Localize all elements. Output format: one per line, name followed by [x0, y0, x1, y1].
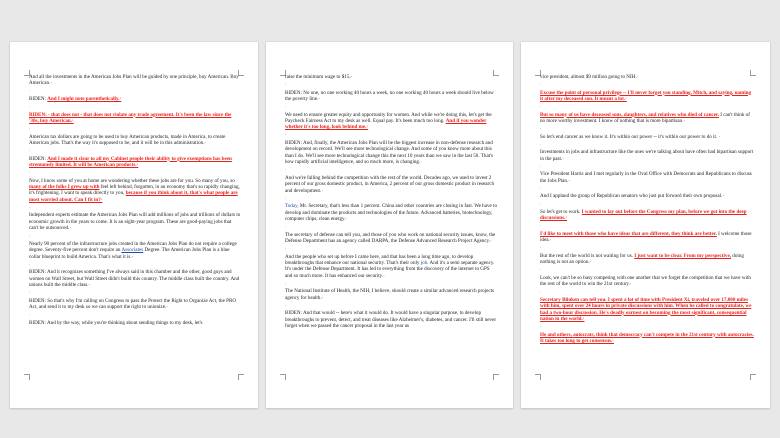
paragraph	[29, 74, 242, 87]
paragraph-mark: ·	[285, 167, 287, 173]
paragraph-mark: ·	[540, 324, 542, 329]
paragraph-mark: ·	[540, 163, 542, 169]
body-text: BIDEN:	[29, 155, 48, 162]
paragraph	[540, 193, 754, 199]
paragraph-mark: ·	[29, 88, 31, 94]
highlighted-quote: because if you think about it, that's what people are most worried about. Can I fit in?·	[29, 190, 238, 203]
highlighted-quote: And I might note parenthetically.·	[47, 96, 122, 102]
paragraph-mark: ·	[285, 195, 287, 201]
body-text: And we're falling behind the competition with the rest of the world. Decades ago, we used to invest 2 percent of our gross domestic product, in America, 2 percent of our gross domestic product in research and development.·	[285, 174, 495, 194]
paragraph-mark: ·	[540, 289, 542, 295]
paragraph	[29, 96, 242, 102]
highlighted-quote: I'd like to meet with those who have ideas that are different, they think are better.	[540, 230, 717, 237]
body-text: , Mr. Secretary, that's less than 1 percent. China and other countries are closing in fast. We have to develop and dominate the products and technologies of the future. Advanced batteries, biotechnology, computer chips, clean energy.·	[285, 203, 497, 223]
paragraph	[29, 320, 242, 326]
highlighted-quote: He and others, autocrats, think that democracy can't compete in the 21st century with autocracies. It takes too long to get consensus.·	[540, 331, 754, 344]
paragraph	[540, 112, 754, 125]
paragraph	[540, 253, 754, 266]
paragraph	[540, 90, 754, 103]
paragraph	[540, 134, 754, 140]
body-text: So let's end cancer as we know it. It's within our power -- it's within our power to do it. ·	[540, 133, 721, 140]
spellcheck-word: Associates	[121, 247, 144, 254]
body-text: BIDEN: And, finally, the American Jobs Plan will be the biggest increase in non-defense research and development on record. We'll see more technological change. And some of you know more about this than I do. We'll see more technological change this the next 10 years than we saw in the last 50. That's how rapidly artificial intelligence, and so much more, is changing.·	[285, 140, 494, 166]
highlighted-quote: And I made it clear to all my Cabinet people their ability to give exemptions has been strenuously limited. It will be American products.·	[29, 155, 232, 168]
paragraph-mark: ·	[285, 104, 287, 109]
paragraph-mark: ·	[540, 82, 542, 87]
body-text: I welcome those idea.·	[540, 230, 752, 244]
paragraph	[540, 209, 754, 222]
paragraph-mark: ·	[285, 132, 287, 138]
paragraph	[29, 178, 242, 204]
paragraph-mark: ·	[29, 170, 31, 175]
paragraph	[285, 140, 497, 166]
paragraph	[540, 149, 754, 162]
paragraph	[285, 203, 497, 222]
body-text: Look, we can't be so busy competing with one another that we forget the competition that we have with the rest of the world to win the 21st century.·	[540, 274, 751, 288]
body-text: . And it's a semi separate agency. It's under the Defense Department. It has led to everything from the discovery of the internet to GPS and so much more. It has enhanced our security.·	[285, 260, 495, 279]
paragraph-mark: ·	[285, 82, 287, 87]
paragraph	[285, 254, 497, 280]
paragraph	[540, 171, 754, 184]
paragraph	[540, 74, 754, 80]
body-text: And all the investments in the American Jobs Plan will be guided by one principle, buy American. Buy American.·	[29, 74, 239, 87]
body-text: BIDEN: And that would -- here's what it would do. It would have a singular purpose, to develop breakthroughs to prevent, detect, and treat diseases like Alzheimer's, diabetes, and cancer. I'll still never forget when we passed the cancer proposal in the last year as	[285, 310, 497, 330]
body-text: Degree. The American Jobs Plan is a blue collar blueprint to build America. That's what it is.·	[29, 247, 230, 260]
paragraph	[285, 112, 497, 131]
paragraph	[285, 288, 497, 301]
paragraph-mark: ·	[29, 126, 31, 131]
paragraph-mark: ·	[285, 280, 287, 286]
highlighted-quote: Secretary Blinken can tell you. I spent a lot of time with President Xi, traveled over 17,000 miles with him, spent over 24 hours in private discussions with him. When he called to congratulate, we had a two-hour discussion. He's deadly earnest on becoming the most significant, consequential nation in the world.·	[540, 296, 752, 322]
paragraph	[29, 134, 242, 147]
body-text: Now, I know some of you at home are wondering whether these jobs are for you. So many of you, so	[29, 177, 235, 184]
paragraph-mark: ·	[29, 312, 31, 318]
paragraph-mark: ·	[285, 246, 287, 252]
paragraph-mark: ·	[29, 104, 31, 109]
paragraph-mark: ·	[540, 267, 542, 273]
body-text: And I applaud the group of Republican senators who just put forward their own proposal.·	[540, 193, 725, 200]
body-text: Vice President Harris and I met regularly in the Oval Office with Democrats and Republicans to discuss the Jobs Plan.·	[540, 171, 752, 184]
document-page-2	[266, 42, 513, 408]
body-text: feel left behind, forgotten, in an economy that's so rapidly changing, it's frightening. I want to speak directly to you,	[29, 184, 240, 197]
page-text[interactable]	[285, 74, 497, 400]
body-text: Independent experts estimate the American Jobs Plan will add millions of jobs and trillions of dollars to economic growth in the years to come. It is an eight-year program. These are good-paying jobs that can't be outsourced.·	[29, 212, 241, 232]
paragraph	[29, 298, 242, 311]
highlighted-quote: Excuse the point of personal privilege -- I'll never forget you standing, Mitch, and saying, naming it after my deceased son. It meant a lot.·	[540, 89, 752, 102]
paragraph	[540, 275, 754, 288]
body-text: We need to ensure greater equity and opportunity for women. And while we're doing this, let's get the Paycheck Fairness Act to my desk as well. Equal pay. It's been much too long.	[285, 111, 492, 124]
paragraph	[29, 269, 242, 288]
paragraph-mark: ·	[540, 245, 542, 251]
blue-text: job	[420, 260, 428, 267]
body-text: Nearly 90 percent of the infrastructure jobs created in the American Jobs Plan do not require a college degree. Seventy-five percent don't require an	[29, 240, 237, 254]
highlighted-quote: BIDEN: - that does not - that does not violate any trade agreement. It's been the law since the '30s, buy American.·	[29, 111, 232, 124]
paragraph	[285, 175, 497, 194]
body-text: BIDEN: And it recognizes something I've always said in this chamber and the other, good guys and women on Wall Street, but Wall Street didn't build this country. The middle class built the country. And unions built the middle class.·	[29, 269, 240, 289]
paragraph-mark: ·	[540, 223, 542, 229]
body-text: BIDEN: No one, no one working 40 hours a week, no one working 40 hours a week should live below the poverty line.·	[285, 89, 494, 102]
body-text: American tax dollars are going to be used to buy American products, made in America, to create American jobs. That's the way it's supposed to be, and it will be in this administration.·	[29, 133, 226, 146]
paragraph-mark: ·	[540, 141, 542, 147]
body-text: BIDEN:	[29, 96, 48, 102]
document-page-3	[521, 42, 770, 408]
body-text: raise the minimum wage to $15.·	[285, 74, 353, 80]
paragraph-mark: ·	[540, 126, 542, 131]
paragraph-mark: ·	[540, 201, 542, 207]
paragraph-mark: ·	[29, 233, 31, 239]
paragraph-mark: ·	[29, 148, 31, 153]
body-text: The National Institute of Health, the NIH, I believe, should create a similar advanced research projects agency for health.·	[285, 288, 495, 301]
paragraph	[29, 156, 242, 169]
paragraph	[285, 310, 497, 329]
body-text: But the rest of the world is not waiting for us.	[540, 252, 635, 259]
paragraph-mark: ·	[285, 224, 287, 230]
highlighted-quote: But so many of us have deceased sons, daughters, and relatives who died of cancer.	[540, 111, 719, 118]
paragraph	[29, 241, 242, 260]
paragraph	[285, 90, 497, 103]
body-text: So let's get to work.	[540, 208, 582, 215]
document-page-1	[10, 42, 258, 408]
highlighted-quote: many of the folks I grew up with	[29, 184, 100, 190]
highlighted-quote: I just want to be clear. From my perspective,	[634, 252, 731, 259]
page-text[interactable]	[540, 74, 754, 400]
paragraph	[29, 212, 242, 231]
body-text: Investments in jobs and infrastructure like the ones we're talking about have often had bipartisan support in the past.·	[540, 149, 754, 162]
paragraph	[540, 297, 754, 323]
body-text: BIDEN: And by the way, while you're thinking about sending things to my desk, let's	[29, 319, 203, 326]
body-text: BIDEN: So that's why I'm calling on Congress to pass the Protect the Right to Organize Act, the PRO Act, and send it to my desk so we can support the right to unionize.·	[29, 297, 237, 311]
paragraph-mark: ·	[29, 204, 31, 210]
paragraph-mark: ·	[29, 261, 31, 267]
paragraph-mark: ·	[540, 104, 542, 109]
body-text: vice president, almost $9 million going to NIH.·	[540, 74, 639, 80]
highlighted-quote: I wanted to lay out before the Congress my plan, before we got into the deep discussions.·	[540, 208, 747, 222]
paragraph	[540, 332, 754, 345]
body-text: doing nothing is not an option.·	[540, 252, 744, 266]
paragraph	[285, 232, 497, 245]
paragraph	[285, 74, 497, 80]
paragraph	[29, 112, 242, 125]
paragraph-mark: ·	[540, 185, 542, 191]
body-text: I can't think of no more worthy investment. I know of nothing that is more bipartisan.·	[540, 111, 750, 124]
page-text[interactable]	[29, 74, 242, 400]
body-text: And the people who set up before I came here, and that has been a long time ago, to develop breakthroughs that enhance our national security. That's their only	[285, 253, 474, 267]
body-text: The secretary of defense can tell you, and those of you who work on national security issues, know, the Defense Department has an agency called DARPA, the Defense Advanced Research Project Agency.·	[285, 231, 496, 245]
blue-text: Today	[285, 203, 298, 210]
highlighted-quote: And if you wonder whether it's too long, look behind me.·	[285, 118, 487, 131]
paragraph-mark: ·	[285, 302, 287, 308]
paragraph	[540, 231, 754, 244]
paragraph-mark: ·	[29, 290, 31, 296]
